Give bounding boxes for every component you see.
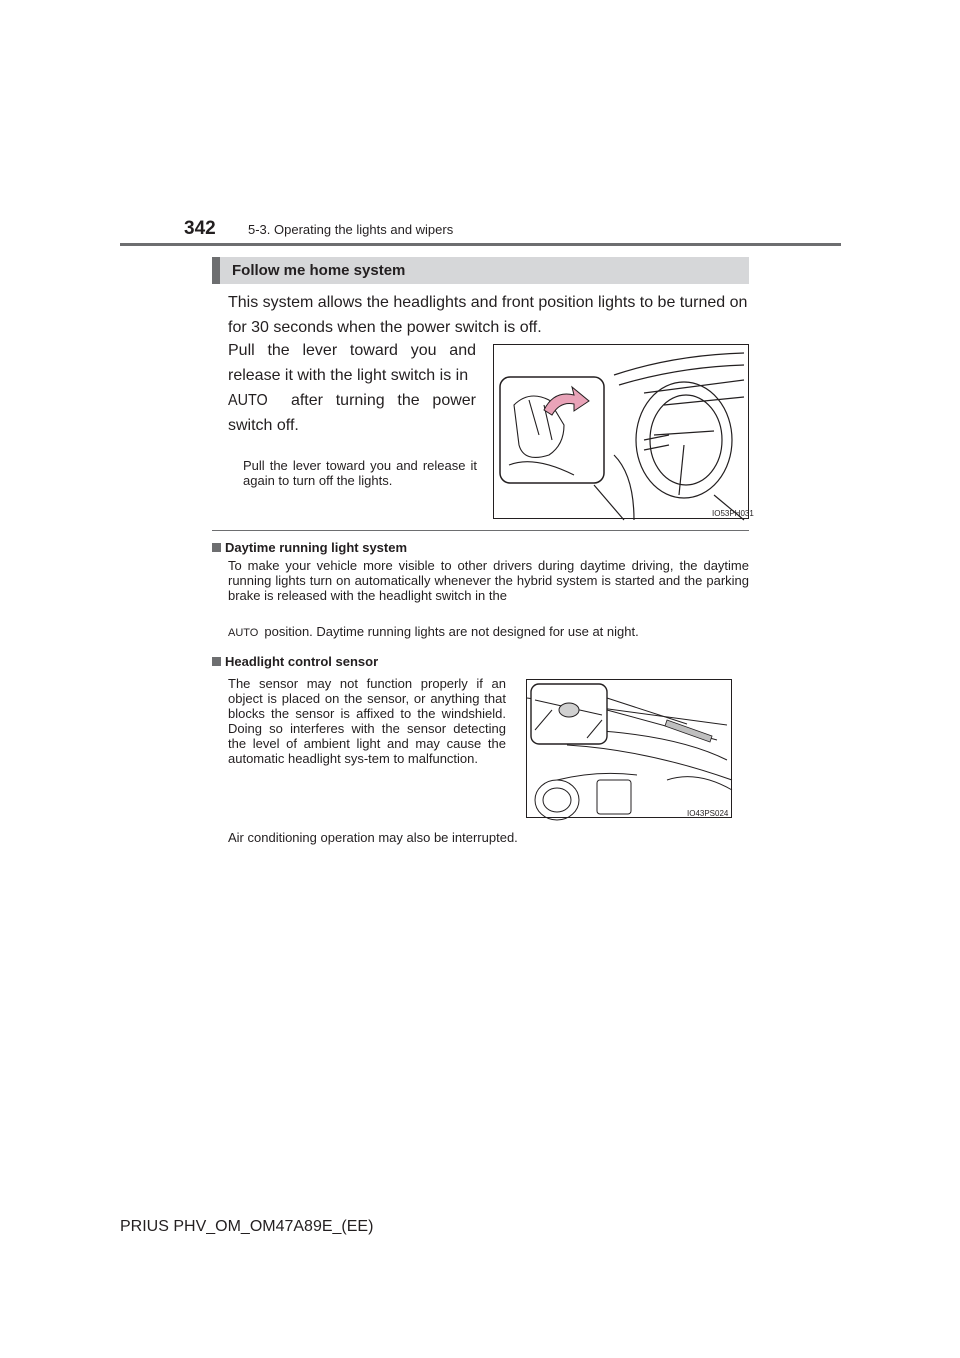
step-note: Pull the lever toward you and release it again to turn off the lights.: [243, 458, 477, 488]
auto-symbol: AUTO: [228, 392, 268, 409]
bullet-square-icon: [212, 543, 221, 552]
sensor-illustration-drawing: [527, 680, 733, 819]
drl-heading: [212, 540, 407, 555]
drl-heading-text: Daytime running light system: [225, 540, 408, 555]
header-rule: [120, 243, 841, 246]
page-number: 342: [184, 218, 216, 239]
sensor-heading-text: Headlight control sensor: [225, 654, 379, 669]
step-text-2: after turning the power switch off.: [228, 392, 477, 434]
section-divider: [212, 530, 749, 531]
figure-code-1: IO53PH031: [712, 509, 754, 518]
section-title: Follow me home system: [232, 262, 406, 279]
sensor-text: The sensor may not function properly if an object is placed on the sensor, or anything that blocks the sensor is affixed to the windshield. Doing so interferes with the sensor detecting the level of ambient light and may cause the automatic headlight sys-tem to malfunction.: [228, 676, 506, 766]
chapter-title: 5-3. Operating the lights and wipers: [248, 222, 454, 237]
step-text-1: Pull the lever toward you and release it with the light switch is in: [228, 342, 476, 384]
auto-symbol-small: AUTO: [228, 627, 259, 639]
section-intro: This system allows the headlights and front position lights to be turned on for 30 seconds when the power switch is off.: [228, 294, 748, 336]
footer-code: PRIUS PHV_OM_OM47A89E_(EE): [120, 1218, 374, 1235]
lever-illustration-drawing: [494, 345, 754, 520]
drl-text-2-body: position. Daytime running lights are not designed for use at night.: [264, 624, 639, 639]
step-instruction: [228, 338, 476, 438]
lever-illustration: [493, 344, 754, 519]
section-marker: [212, 257, 220, 284]
drl-text: To make your vehicle more visible to other drivers during daytime driving, the daytime running lights turn on automatically whenever the hybrid system is started and the parking brake is released with the headlight switch in the: [228, 558, 749, 603]
section-heading-bar: [212, 257, 749, 284]
sensor-heading: [212, 654, 378, 669]
figure-code-2: IO43PS024: [687, 809, 729, 818]
drl-text-2: [228, 624, 749, 641]
sensor-text-2: Air conditioning operation may also be interrupted.: [228, 830, 518, 845]
bullet-square-icon: [212, 657, 221, 666]
sensor-illustration: [526, 679, 732, 818]
